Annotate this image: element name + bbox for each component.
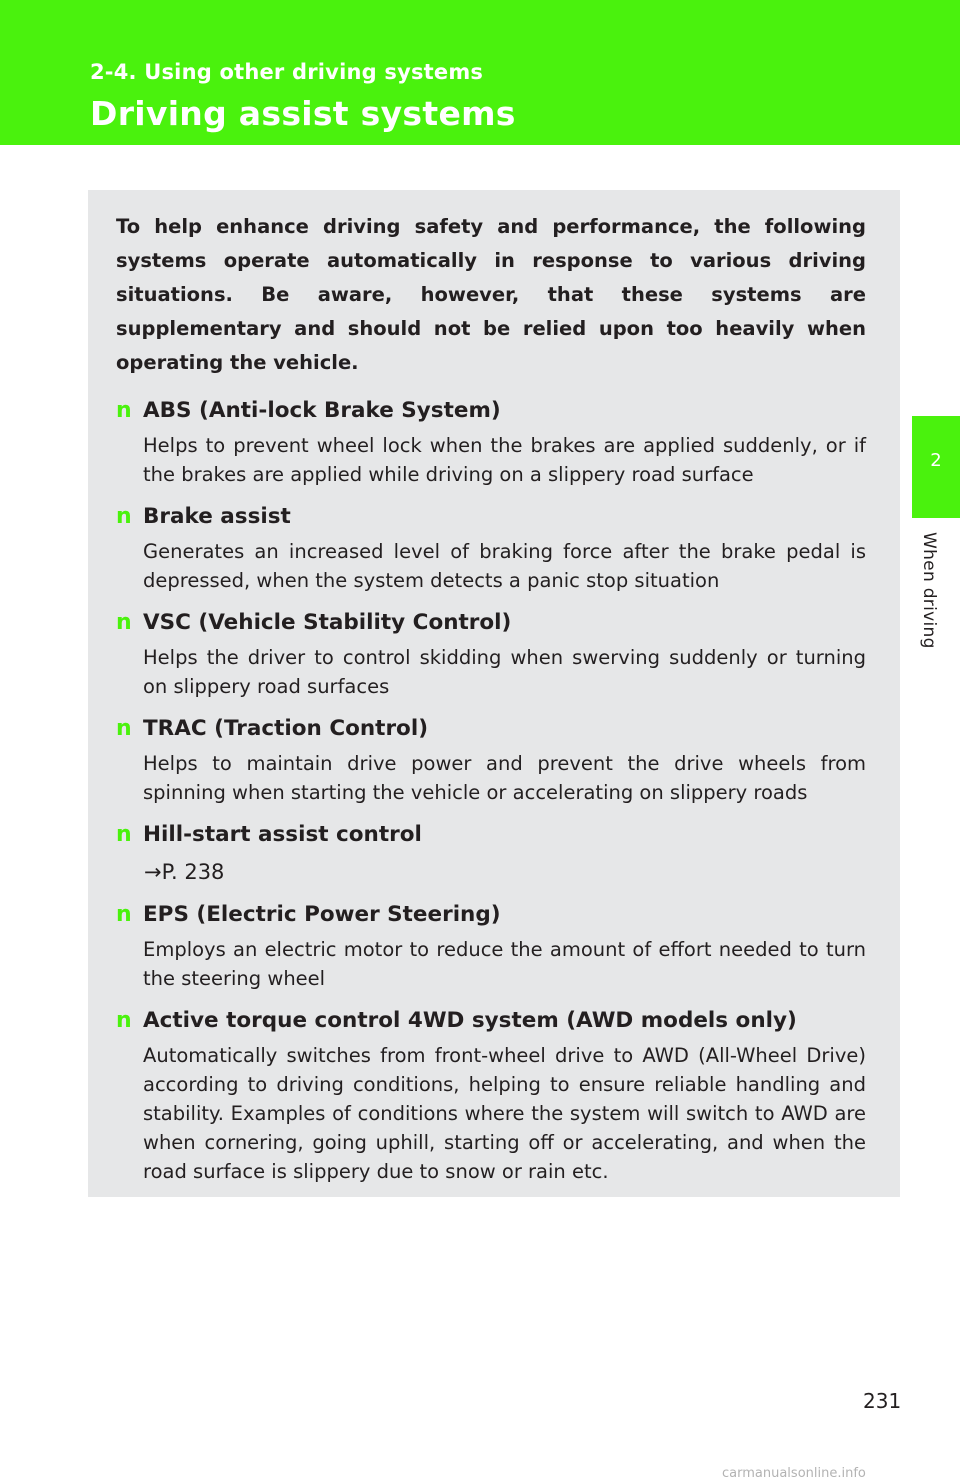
bullet-icon: n — [116, 1008, 132, 1033]
item-description: Helps to prevent wheel lock when the brakes are applied suddenly, or if the brakes are applied while driving on a slippery road surface — [143, 434, 866, 486]
chapter-number: 2 — [930, 450, 942, 471]
chapter-label: When driving — [919, 532, 939, 649]
item-title: EPS (Electric Power Steering) — [143, 902, 501, 927]
bullet-icon: n — [116, 610, 132, 635]
list-item-hill-start — [116, 818, 866, 887]
item-title: Brake assist — [143, 504, 291, 529]
list-item-vsc — [116, 606, 866, 701]
item-description: Employs an electric motor to reduce the amount of effort needed to turn the steering wheel — [143, 938, 866, 990]
item-title: VSC (Vehicle Stability Control) — [143, 610, 512, 635]
page-title: Driving assist systems — [90, 94, 516, 133]
list-item-active-torque — [116, 1004, 866, 1186]
item-description: Helps to maintain drive power and prevent the drive wheels from spinning when starting the vehicle or accelerating on slippery roads — [143, 752, 866, 804]
item-title: Hill-start assist control — [143, 822, 422, 847]
item-description: Helps the driver to control skidding when swerving suddenly or turning on slippery road surfaces — [143, 646, 866, 698]
section-label: 2-4. Using other driving systems — [90, 60, 484, 84]
item-description: Generates an increased level of braking force after the brake pedal is depressed, when the system detects a panic stop situation — [143, 540, 866, 592]
item-title: Active torque control 4WD system (AWD models only) — [143, 1008, 797, 1033]
bullet-icon: n — [116, 822, 132, 847]
bullet-icon: n — [116, 902, 132, 927]
intro-text: To help enhance driving safety and performance, the following systems operate automatically in response to various driving situations. Be aware, however, that these systems are supplementary and should not be relied upon too heavily when operating the vehicle. — [116, 215, 866, 374]
list-item-brake-assist — [116, 500, 866, 595]
item-title: TRAC (Traction Control) — [143, 716, 429, 741]
content-box — [88, 190, 900, 1197]
header-band — [0, 0, 960, 145]
list-item-trac — [116, 712, 866, 807]
bullet-icon: n — [116, 504, 132, 529]
item-description: Automatically switches from front-wheel drive to AWD (All-Wheel Drive) according to driving conditions, helping to ensure reliable handling and stability. Examples of conditions where the system will switch to AWD are when cornering, going uphill, starting off or accelerating, and when the road surface is slippery due to snow or rain etc. — [143, 1044, 866, 1183]
list-item-eps — [116, 898, 866, 993]
list-item-abs — [116, 394, 866, 489]
bullet-icon: n — [116, 398, 132, 423]
page-number: 231 — [863, 1389, 902, 1413]
page-reference-link[interactable]: →P. 238 — [144, 860, 225, 884]
bullet-icon: n — [116, 716, 132, 741]
watermark: carmanualsonline.info — [722, 1466, 866, 1481]
item-title: ABS (Anti-lock Brake System) — [143, 398, 501, 423]
